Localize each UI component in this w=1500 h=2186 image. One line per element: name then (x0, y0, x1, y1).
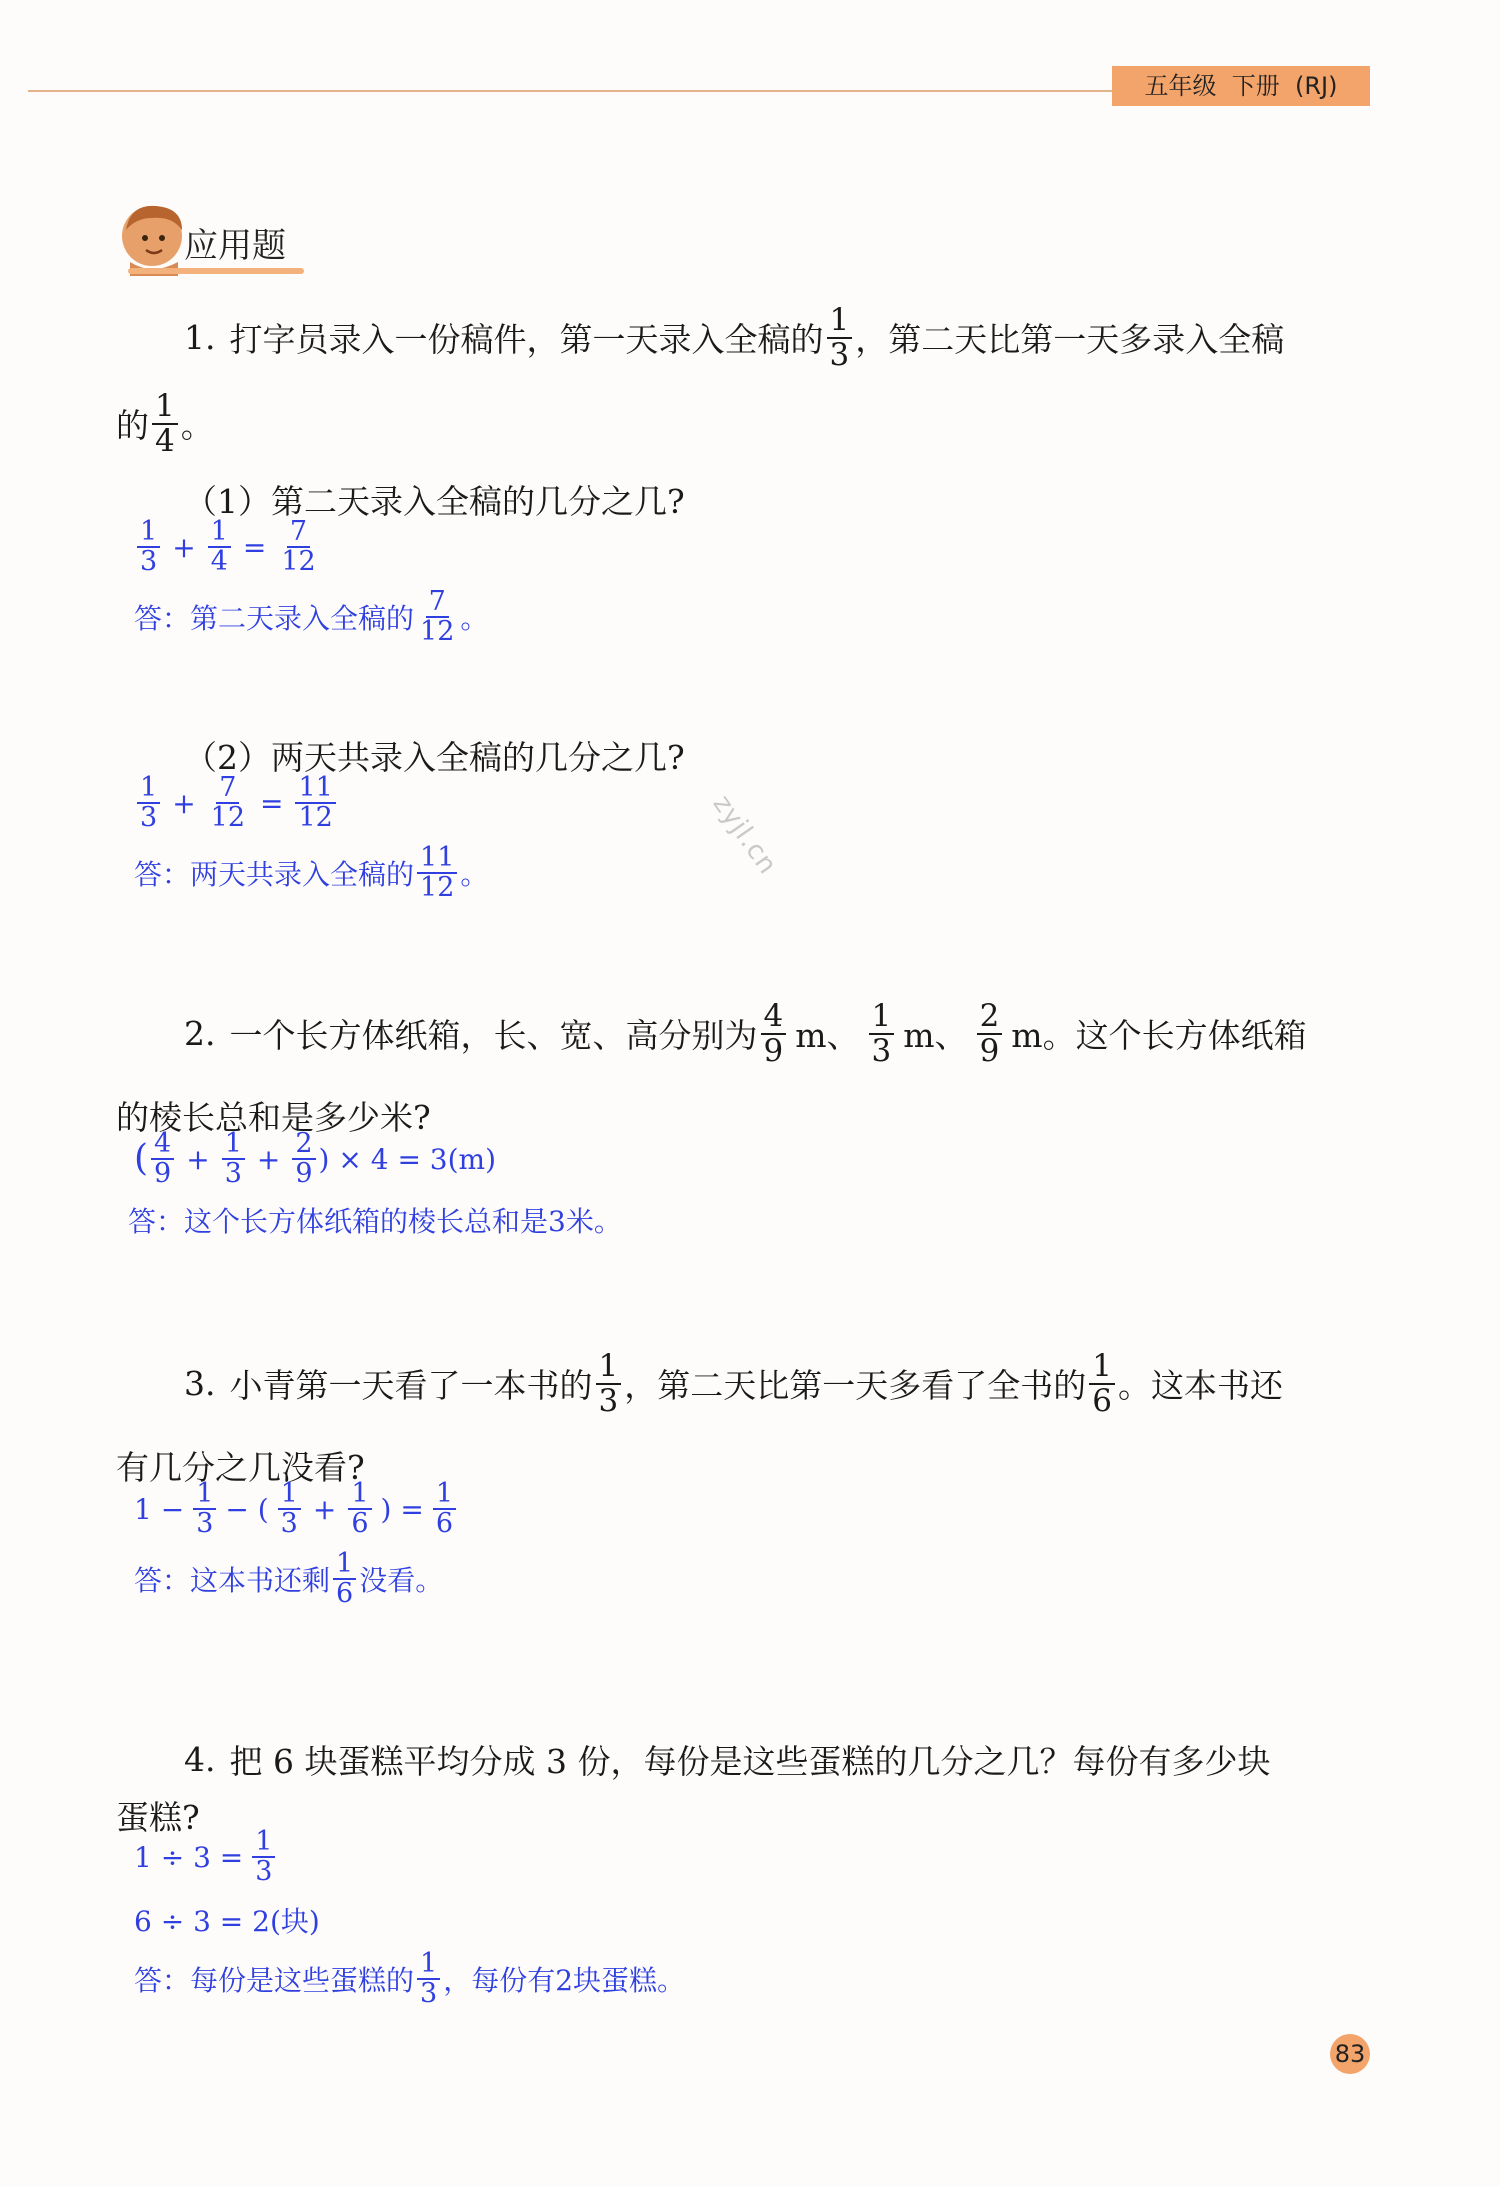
header-rule (28, 90, 1118, 92)
q2-line2: 的棱长总和是多少米? (116, 1098, 431, 1137)
q1-sub1-question: （1）第二天录入全稿的几分之几? (184, 482, 685, 521)
q4-line2: 蛋糕? (116, 1798, 200, 1837)
q1-text: 打字员录入一份稿件，第一天录入全稿的 (229, 320, 824, 360)
q1-fraction-2: $\frac{1}{4}$ (152, 390, 178, 457)
q1-line2: 的 $\frac{1}{4}$ 。 (116, 388, 214, 459)
q1-number: 1. (184, 318, 216, 358)
header-grade-tab: 五年级 下册 (RJ) (1112, 66, 1370, 106)
q4-line1: 4. 把 6 块蛋糕平均分成 3 份，每份是这些蛋糕的几分之几？每份有多少块 (184, 1740, 1271, 1781)
q4-equation-1: 1 ÷ 3 = $\frac{1}{3}$ (134, 1828, 278, 1887)
page-number: 83 (1330, 2034, 1370, 2074)
q3-line2: 有几分之几没看? (116, 1448, 365, 1487)
q2-answer: 答：这个长方体纸箱的棱长总和是3米。 (128, 1205, 622, 1238)
q1-sub2-answer: 答：两天共录入全稿的 $\frac{11}{12}$ 。 (134, 842, 489, 904)
q4-equation-2: 6 ÷ 3 = 2(块) (134, 1905, 320, 1938)
q1-text-tail: ，第二天比第一天多录入全稿 (855, 320, 1285, 360)
q1-sub1-equation: $\frac{1}{3}$ + $\frac{1}{4}$ = $\frac{7}{12}$ (134, 518, 322, 577)
section-title: 应用题 (184, 226, 286, 266)
q3-line1: 3. 小青第一天看了一本书的 $\frac{1}{3}$ ，第二天比第一天多看了全书的 $\frac{1}{6}$ 。这本书还 (184, 1348, 1283, 1419)
q3-answer: 答：这本书还剩 $\frac{1}{6}$ 没看。 (134, 1548, 444, 1610)
q1-sub2-question: （2）两天共录入全稿的几分之几? (184, 738, 685, 777)
q1-sub2-equation: $\frac{1}{3}$ + $\frac{7}{12}$ = $\frac{11}{12}$ (134, 774, 339, 833)
watermark: zyjl.cn (706, 789, 783, 881)
q4-answer: 答：每份是这些蛋糕的 $\frac{1}{3}$ ，每份有2块蛋糕。 (134, 1948, 686, 2010)
q1-sub1-answer: 答：第二天录入全稿的 $\frac{7}{12}$ 。 (134, 586, 489, 648)
q1-line1 (184, 304, 1284, 371)
section-title-underline (128, 268, 304, 274)
q3-equation: 1 − $\frac{1}{3}$ − ( $\frac{1}{3}$ + $\frac{1}{6}$ ) = $\frac{1}{6}$ (134, 1480, 459, 1539)
q2-equation: ( $\frac{4}{9}$ + $\frac{1}{3}$ + $\frac{2}{9}$ ) × 4 = 3(m) (134, 1128, 497, 1190)
q2-line1: 2. 一个长方体纸箱，长、宽、高分别为 $\frac{4}{9}$ m、 $\frac{1}{3}$ m、 $\frac{2}{9}$ m。这个长方体纸箱 (184, 998, 1307, 1069)
q1-fraction-1: $\frac{1}{3}$ (827, 304, 853, 371)
